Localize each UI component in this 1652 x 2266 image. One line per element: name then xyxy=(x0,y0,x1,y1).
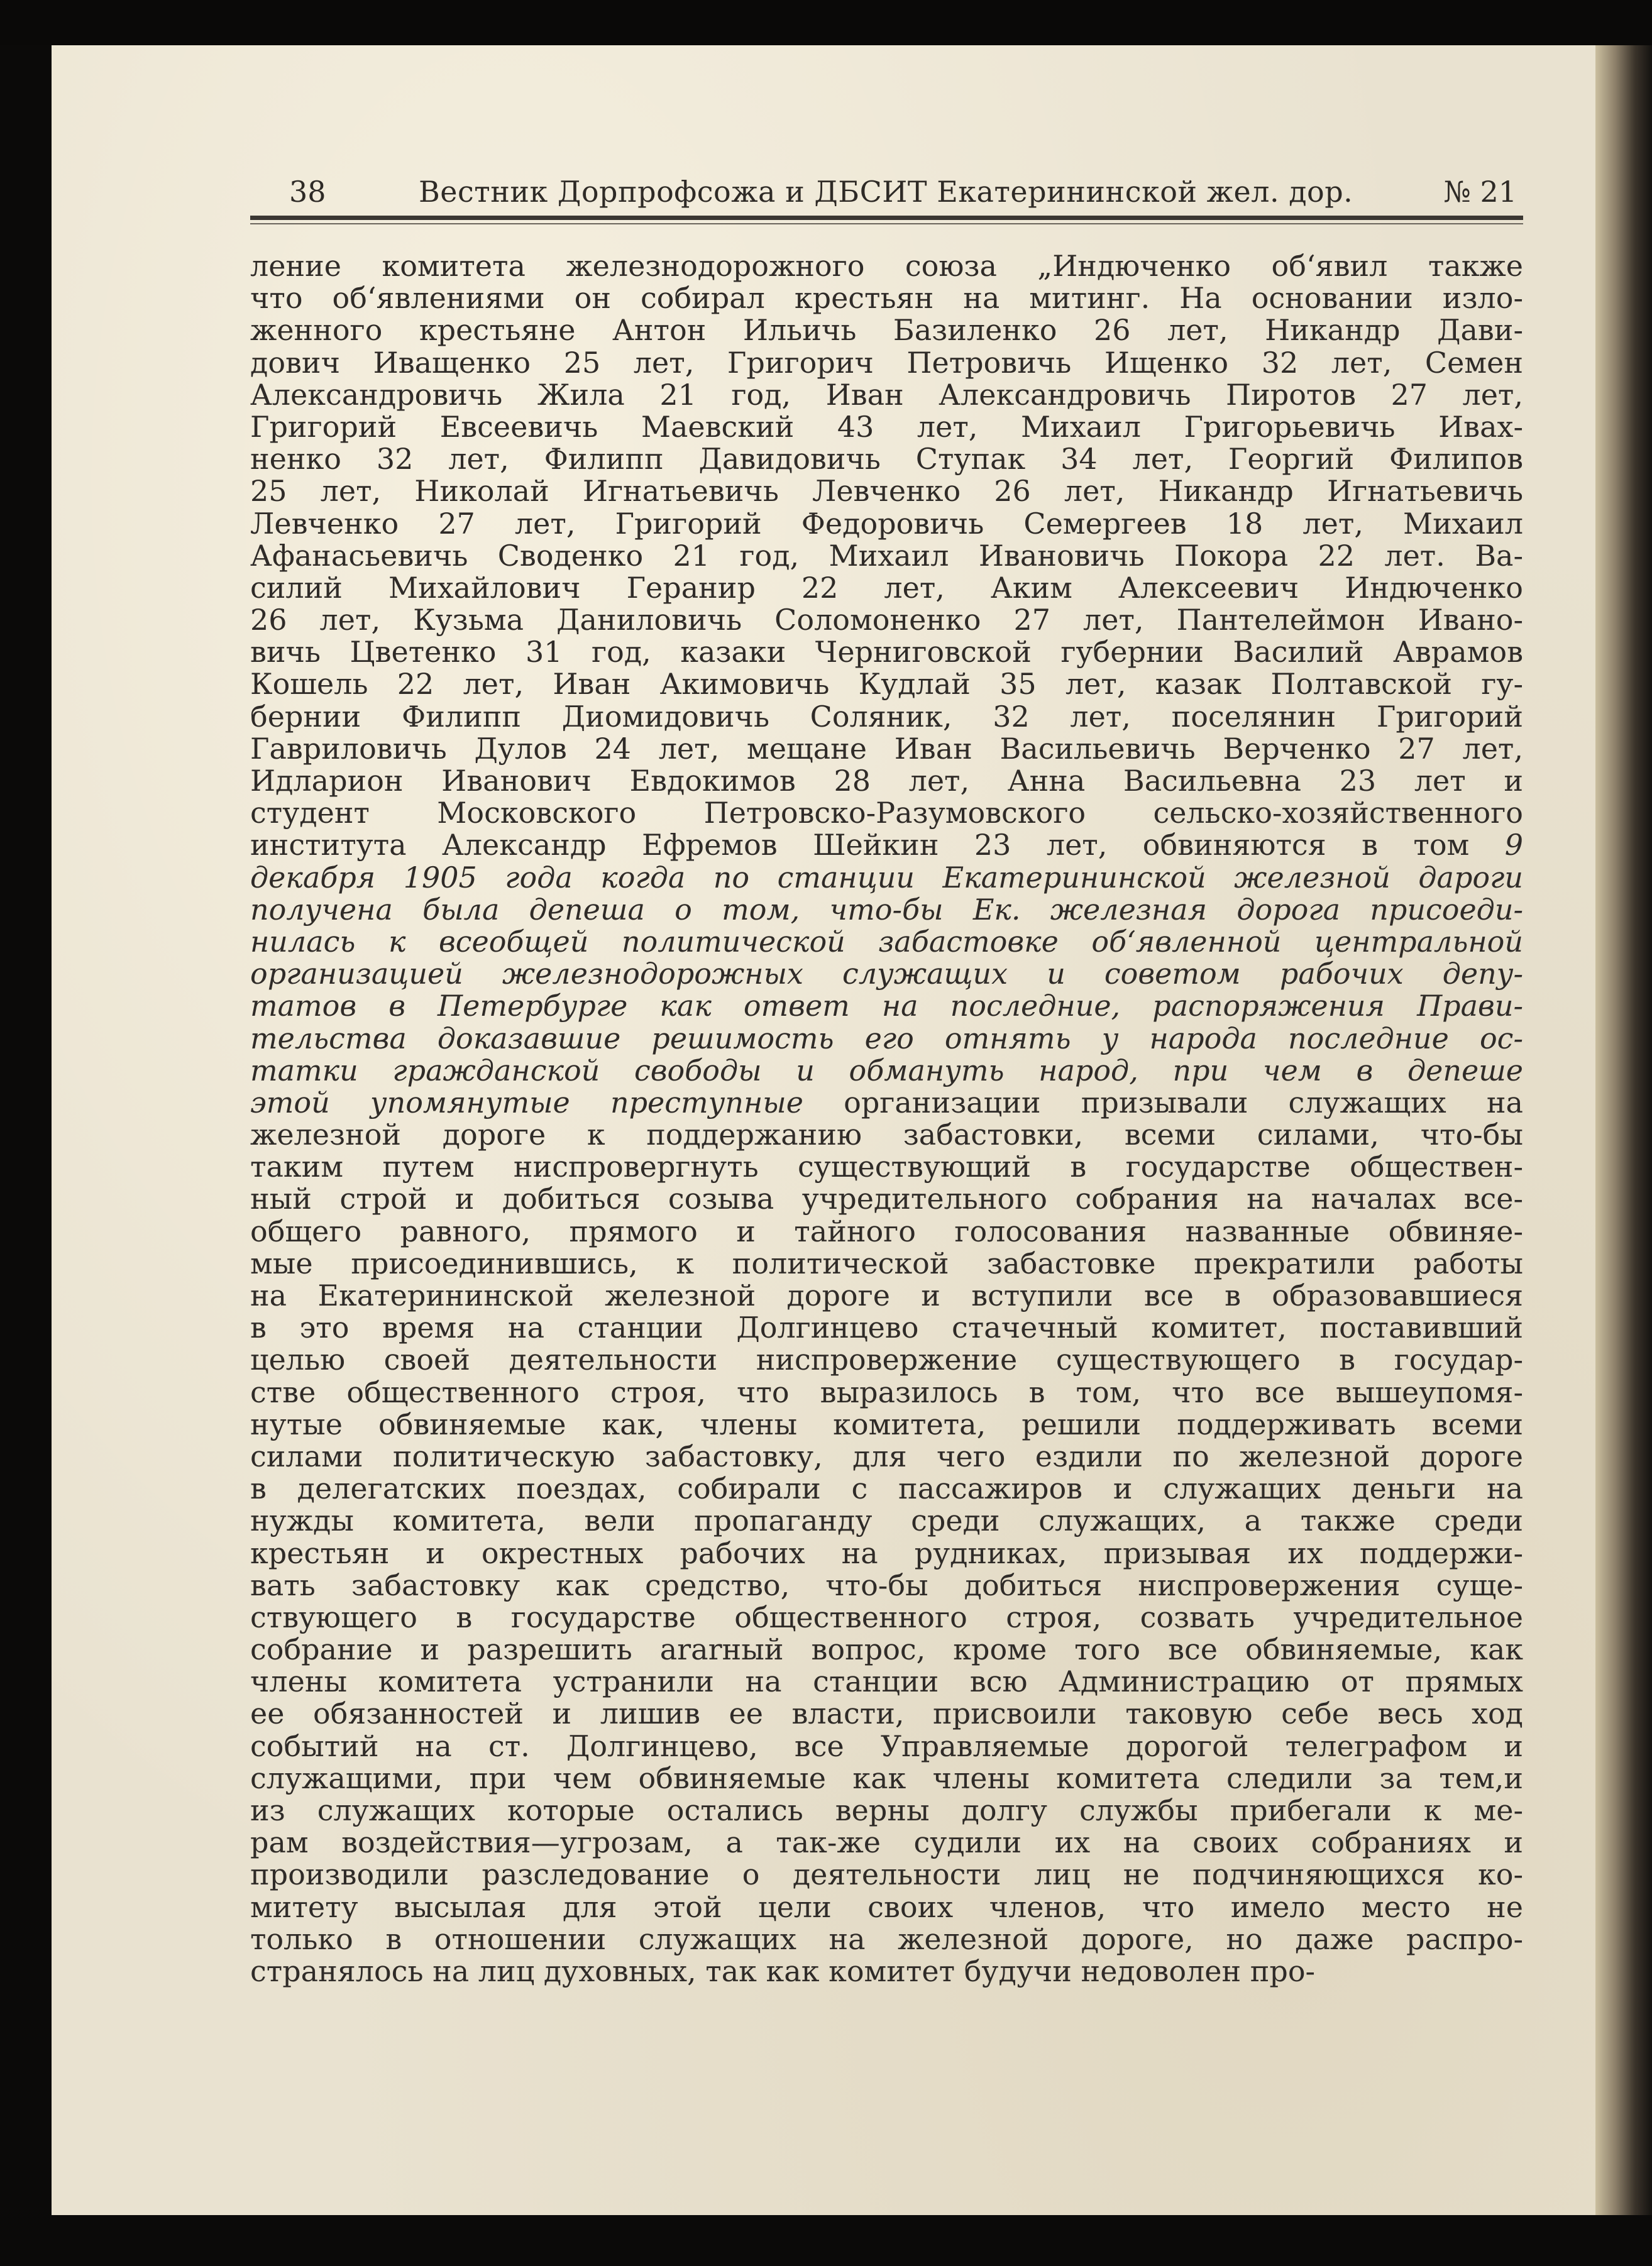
text-line: событий на ст. Долгинцево, все Управляемые дорогой телеграфом и xyxy=(250,1729,1523,1763)
text-line: стве общественного строя, что выразилось в том, что все вышеупомя- xyxy=(250,1375,1523,1409)
text-line: на Екатерининской железной дороге и вступили все в образовавшиеся xyxy=(250,1279,1523,1312)
body-text xyxy=(250,250,1523,1988)
text-line: ее обязанностей и лишив ее власти, присвоили таковую себе весь ход xyxy=(250,1697,1523,1731)
text-line: Идларион Иванович Евдокимов 28 лет, Анна Васильевна 23 лет и xyxy=(250,764,1523,798)
text-run: института Александр Ефремов Шейкин 23 лет, обвиняются в том xyxy=(250,828,1470,862)
text-line: ненко 32 лет, Филипп Давидовичь Ступак 34 лет, Георгий Филипов xyxy=(250,442,1523,476)
text-line: студент Московского Петровско-Разумовского сельско-хозяйственного xyxy=(250,796,1523,830)
text-line-mixed xyxy=(250,829,1523,861)
text-line: Левченко 27 лет, Григорий Федоровичь Семергеев 18 лет, Михаил xyxy=(250,506,1523,541)
text-line: вичь Цветенко 31 год, казаки Черниговской губернии Василий Аврамов xyxy=(250,635,1523,669)
text-line: дович Иващенко 25 лет, Григорич Петровичь Ищенко 32 лет, Семен xyxy=(250,345,1523,380)
issue-number: № 21 xyxy=(1443,175,1517,209)
text-line: общего равного, прямого и тайного голосования названные обвиняе- xyxy=(250,1214,1523,1248)
text-line: из служащих которые остались верны долгу службы прибегали к ме- xyxy=(250,1793,1523,1827)
text-line: вать забастовку как средство, что-бы добиться ниспровержения суще- xyxy=(250,1568,1523,1602)
italic-run: этой упомянутые преступные xyxy=(250,1085,803,1119)
text-line: ный строй и добиться созыва учредительного собрания на началах все- xyxy=(250,1182,1523,1216)
text-run: организации призывали служащих на xyxy=(844,1085,1523,1119)
header-rule-thin xyxy=(250,223,1523,224)
text-line-italic: татки гражданской свободы и обмануть народ, при чем в депеше xyxy=(250,1053,1523,1087)
text-line: таким путем ниспровергнуть существующий в государстве обществен- xyxy=(250,1150,1523,1184)
text-line: нутые обвиняемые как, члены комитета, решили поддерживать всеми xyxy=(250,1407,1523,1441)
header-rule xyxy=(250,216,1523,220)
text-line: крестьян и окрестных рабочих на рудниках, призывая их поддержи- xyxy=(250,1536,1523,1570)
text-line-italic: тельства доказавшие решимость его отнять у народа последние ос- xyxy=(250,1021,1523,1055)
text-line: служащими, при чем обвиняемые как члены комитета следили за тем,и xyxy=(250,1761,1523,1795)
text-line: члены комитета устранили на станции всю Администрацию от прямых xyxy=(250,1664,1523,1699)
journal-title: Вестник Дорпрофсожа и ДБСИТ Екатерининской жел. дор. xyxy=(419,175,1353,209)
text-line-italic: декабря 1905 года когда по станции Екатерининской железной дароги xyxy=(250,860,1523,894)
text-line: странялось на лиц духовных, так как комитет будучи недоволен про- xyxy=(250,1954,1316,1988)
text-line: в это время на станции Долгинцево стачечный комитет, поставивший xyxy=(250,1311,1523,1345)
text-line: в делегатских поездах, собирали с пассажиров и служащих деньги на xyxy=(250,1471,1523,1506)
text-line-italic: нилась к всеобщей политической забастовке об‘явленной центральной xyxy=(250,924,1523,959)
text-line: собрание и разрешить ararный вопрос, кроме того все обвиняемые, как xyxy=(250,1632,1523,1667)
text-line: железной дороге к поддержанию забастовки, всеми силами, что-бы xyxy=(250,1118,1523,1152)
text-line: женного крестьяне Антон Ильичь Базиленко 26 лет, Никандр Дави- xyxy=(250,313,1523,348)
text-line: производили разследование о деятельности лиц не подчиняющихся ко- xyxy=(250,1857,1523,1892)
text-line-italic: татов в Петербурге как ответ на последние, распоряжения Прави- xyxy=(250,989,1523,1023)
text-line: нужды комитета, вели пропаганду среди служащих, а также среди xyxy=(250,1504,1523,1538)
text-line-italic: организацией железнодорожных служащих и советом рабочих депу- xyxy=(250,957,1523,991)
date-numeral: 9 xyxy=(1504,828,1523,862)
text-line: мые присоединившись, к политической забастовке прекратили работы xyxy=(250,1246,1523,1280)
text-line: рам воздействия—угрозам, а так-же судили их на своих собраниях и xyxy=(250,1825,1523,1860)
text-line: ствующего в государстве общественного строя, созвать учредительное xyxy=(250,1600,1523,1634)
text-line: ление комитета железнодорожного союза „Индюченко об‘явил также xyxy=(250,249,1523,283)
text-line: Григорий Евсеевичь Маевский 43 лет, Михаил Григорьевичь Ивах- xyxy=(250,409,1523,444)
scan-top-edge xyxy=(0,0,1652,45)
text-line: что об‘явлениями он собирал крестьян на митинг. На основании изло- xyxy=(250,281,1523,316)
text-line: Александровичь Жила 21 год, Иван Александровичь Пиротов 27 лет, xyxy=(250,377,1523,412)
text-line: Кошель 22 лет, Иван Акимовичь Кудлай 35 лет, казак Полтавской гу- xyxy=(250,667,1523,701)
text-line: 25 лет, Николай Игнатьевичь Левченко 26 лет, Никандр Игнатьевичь xyxy=(250,474,1523,509)
text-line-italic: получена была депеша о том, что-бы Ек. железная дорога присоеди- xyxy=(250,892,1523,927)
text-line: Афанасьевичь Своденко 21 год, Михаил Ивановичь Покора 22 лет. Ва- xyxy=(250,538,1523,573)
text-line: бернии Филипп Диомидовичь Соляник, 32 лет, поселянин Григорий xyxy=(250,699,1523,734)
text-line: силами политическую забастовку, для чего ездили по железной дороге xyxy=(250,1439,1523,1473)
text-line: 26 лет, Кузьма Даниловичь Соломоненко 27 лет, Пантелеймон Ивано- xyxy=(250,603,1523,637)
text-line: силий Михайлович Геранир 22 лет, Аким Алексеевич Индюченко xyxy=(250,570,1523,605)
text-line: только в отношении служащих на железной дороге, но даже распро- xyxy=(250,1922,1523,1956)
text-line-mixed xyxy=(250,1087,1523,1119)
text-line: целью своей деятельности ниспровержение существующего в государ- xyxy=(250,1343,1523,1377)
text-line: митету высылая для этой цели своих членов, что имело место не xyxy=(250,1889,1523,1924)
running-header xyxy=(250,170,1523,220)
text-line: Гавриловичь Дулов 24 лет, мещане Иван Васильевичь Верченко 27 лет, xyxy=(250,731,1523,766)
page-number: 38 xyxy=(289,175,326,209)
scan-bottom-edge xyxy=(0,2215,1652,2266)
page-gutter-shadow xyxy=(1595,45,1652,2215)
